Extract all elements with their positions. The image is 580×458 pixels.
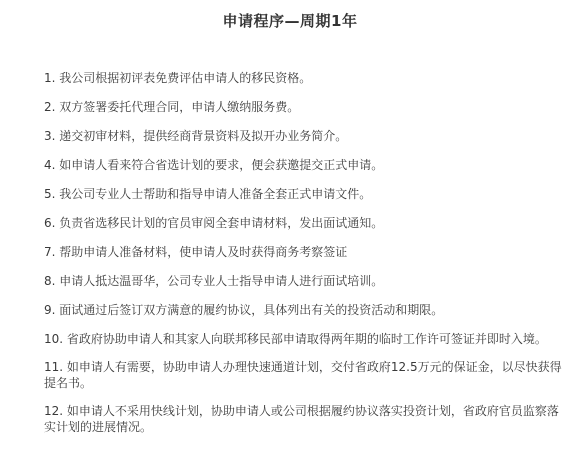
- step-9: 9. 面试通过后签订双方满意的履约协议，具体列出有关的投资活动和期限。: [44, 303, 444, 317]
- step-12: 12. 如申请人不采用快线计划，协助申请人或公司根据履约协议落实投资计划，省政府官员监察落实计划的进展情况。: [44, 404, 559, 434]
- steps-list: [44, 70, 564, 447]
- step-10: 10. 省政府协助申请人和其家人向联邦移民部申请取得两年期的临时工作许可签证并即时入境。: [44, 332, 547, 346]
- step-6: 6. 负责省选移民计划的官员审阅全套申请材料，发出面试通知。: [44, 216, 384, 230]
- step-7: 7. 帮助申请人准备材料，使申请人及时获得商务考察签证: [44, 245, 348, 259]
- step-11: 11. 如申请人有需要，协助申请人办理快速通道计划，交付省政府12.5万元的保证金，以尽快获得提名书。: [44, 360, 562, 390]
- step-8: 8. 申请人抵达温哥华，公司专业人士指导申请人进行面试培训。: [44, 274, 384, 288]
- step-3: 3. 递交初审材料，提供经商背景资料及拟开办业务简介。: [44, 129, 348, 143]
- document-title: 申请程序—周期1年: [222, 12, 358, 30]
- step-4: 4. 如申请人看来符合省选计划的要求，便会获邀提交正式申请。: [44, 158, 384, 172]
- step-1: 1. 我公司根据初评表免费评估申请人的移民资格。: [44, 71, 312, 85]
- step-5: 5. 我公司专业人士帮助和指导申请人准备全套正式申请文件。: [44, 187, 372, 201]
- step-2: 2. 双方签署委托代理合同，申请人缴纳服务费。: [44, 100, 300, 114]
